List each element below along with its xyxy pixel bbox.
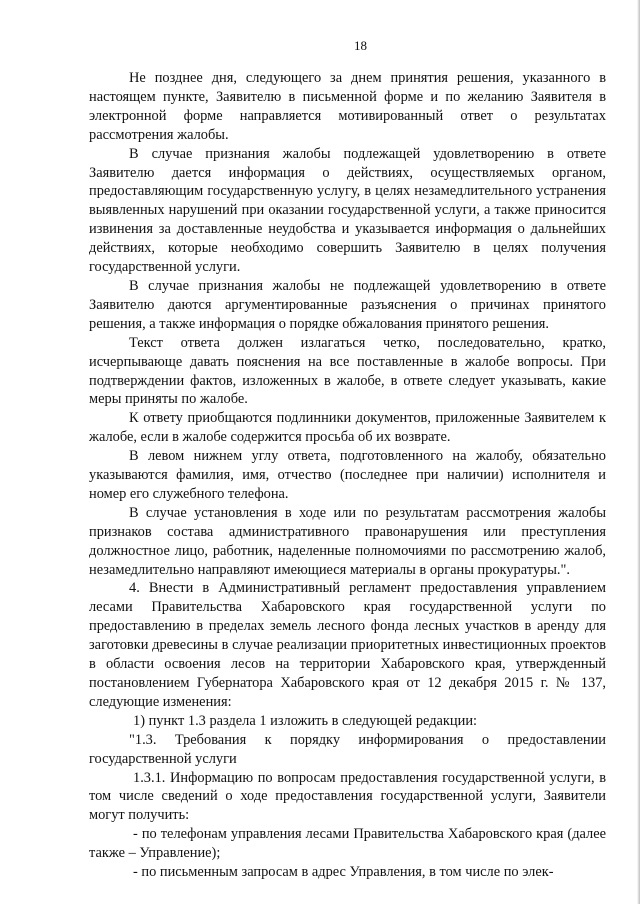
paragraph-offense-detected: В случае установления в ходе или по результатам рассмотрения жалобы признаков состава административного правонарушения или преступления должностное лицо, работник, наделенные полномочиями по рассмотрению жалоб, незамедлительно направляют имеющиеся материалы в органы прокуратуры.". [89,504,606,578]
paragraph-attached-documents: К ответу приобщаются подлинники документов, приложенные Заявителем к жалобе, если в жалобе содержится просьба об их возврате. [89,410,606,446]
paragraph-subitem-1: 1) пункт 1.3 раздела 1 изложить в следующей редакции: [133,712,478,729]
paragraph-phone-contacts: - по телефонам управления лесами Правительства Хабаровского края (далее также – Управление); [89,826,606,862]
paragraph-written-requests: - по письменным запросам в адрес Управления, в том числе по элек- [133,864,554,881]
paragraph-response-text: Текст ответа должен излагаться четко, последовательно, кратко, исчерпывающе давать пояснения на все поставленные в жалобе вопросы. При подтверждении фактов, изложенных в жалобе, в ответе следует указывать, какие меры приняты по жалобе. [89,334,606,408]
paragraph-item-4: 4. Внести в Административный регламент предоставления управлением лесами Правительства Хабаровского края государственной услуги по предоставлению в пределах земель лесного фонда лесных участков в аренду для заготовки древесины в случае реализации приоритетных инвестиционных проектов в области освоения лесов на территории Хабаровского края, утвержденный постановлением Губернатора Хабаровского края от 12 декабря 2015 г. № 137, следующие изменения: [89,580,606,710]
paragraph-complaint-satisfied: В случае признания жалобы подлежащей удовлетворению в ответе Заявителю дается информация о действиях, осуществляемых органом, предоставляющим государственную услугу, в целях незамедлительного устранения выявленных нарушений при оказании государственной услуги, а также приносится извинения за доставленные неудобства и указывается информация о дальнейших действиях, которые необходимо совершить Заявителю в целях получения государственной услуги. [89,145,606,276]
paragraph-response-deadline: Не позднее дня, следующего за днем принятия решения, указанного в настоящем пункте, Заявителю в письменной форме и по желанию Заявителя в электронной форме направляется мотивированный ответ о результатах рассмотрения жалобы. [89,70,606,143]
document-body [89,69,606,882]
page-number: 18 [354,38,367,53]
paragraph-executor-info: В левом нижнем углу ответа, подготовленного на жалобу, обязательно указываются фамилия, имя, отчество (последнее при наличии) исполнителя и номер его служебного телефона. [89,448,606,502]
paragraph-complaint-rejected: В случае признания жалобы не подлежащей удовлетворению в ответе Заявителю даются аргументированные разъяснения о причинах принятого решения, а также информация о порядке обжалования принятого решения. [89,277,606,332]
paragraph-section-1-3: "1.3. Требования к порядку информирования о предоставлении государственной услуги [89,731,606,767]
paragraph-section-1-3-1: 1.3.1. Информацию по вопросам предоставления государственной услуги, в том числе сведений о ходе предоставления государственной услуги, Заявители могут получить: [89,769,606,824]
